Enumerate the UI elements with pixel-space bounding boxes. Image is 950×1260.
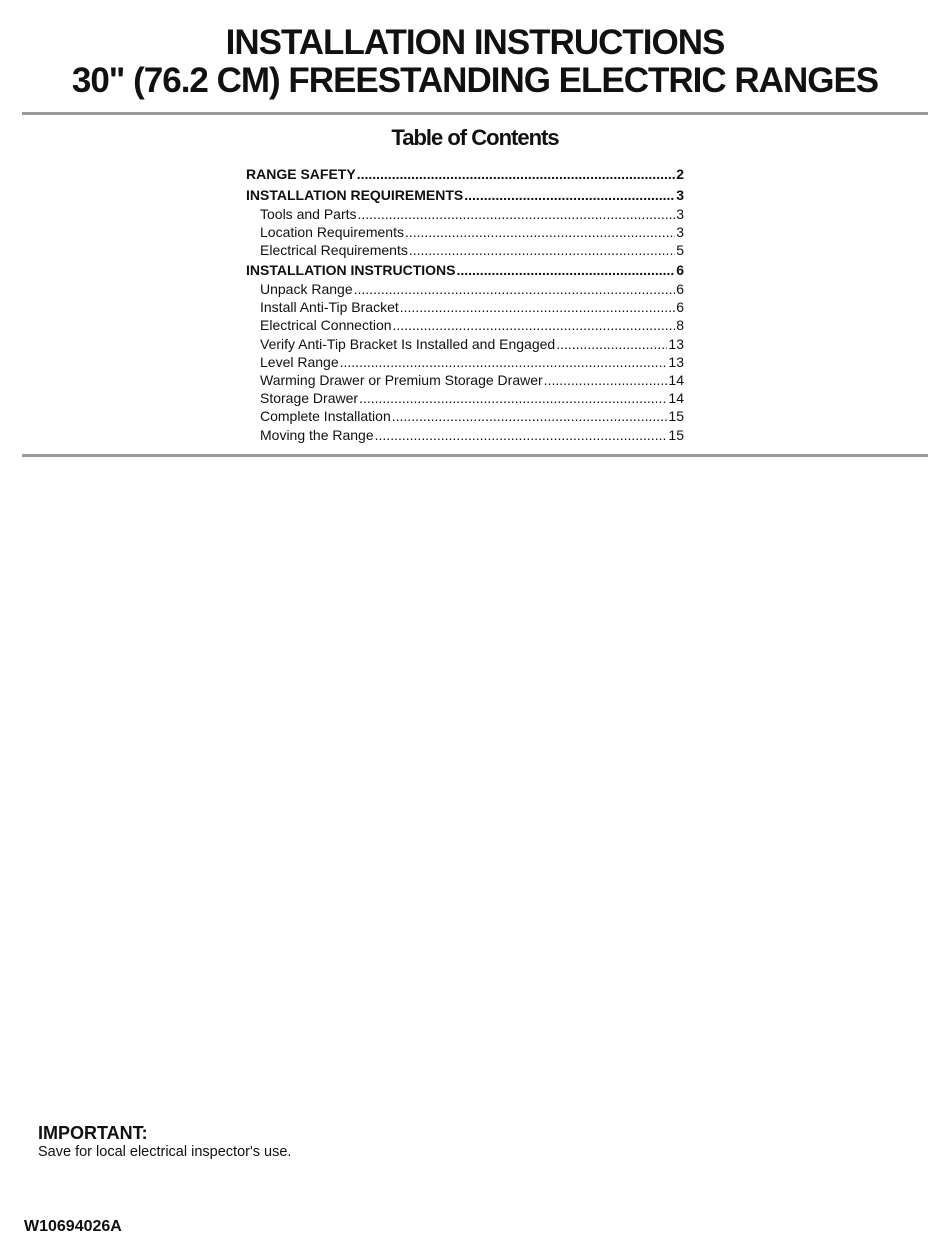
toc-entry-label: RANGE SAFETY xyxy=(246,166,356,182)
toc-entry-page: 5 xyxy=(676,242,684,259)
toc-entry-page: 6 xyxy=(676,299,684,316)
toc-entry-label: INSTALLATION REQUIREMENTS xyxy=(246,186,464,203)
toc-entry[interactable] xyxy=(246,241,684,259)
toc-leader-dots xyxy=(392,407,668,425)
toc-entry-label: Level Range xyxy=(260,353,339,370)
toc-leader-dots xyxy=(357,164,676,185)
toc-entry[interactable] xyxy=(246,353,684,371)
important-text: Save for local electrical inspector's use. xyxy=(38,1144,292,1160)
toc-leader-dots xyxy=(354,280,676,298)
toc-leader-dots xyxy=(375,426,668,444)
toc-entry[interactable] xyxy=(246,426,684,444)
toc-leader-dots xyxy=(544,371,668,389)
toc-leader-dots xyxy=(400,298,675,316)
toc-entry-label: Storage Drawer xyxy=(260,390,359,407)
page-title-line-2: 30" (76.2 CM) FREESTANDING ELECTRIC RANGES xyxy=(71,61,879,100)
toc-leader-dots xyxy=(464,185,675,206)
toc-entry-page: 3 xyxy=(676,206,684,222)
toc-entry-label: Electrical Requirements xyxy=(260,242,408,259)
toc-entry-label: INSTALLATION INSTRUCTIONS xyxy=(246,261,456,278)
toc-leader-dots xyxy=(393,316,676,334)
page-title-line-1: INSTALLATION INSTRUCTIONS xyxy=(225,23,725,62)
toc-entry-label: Warming Drawer or Premium Storage Drawer xyxy=(260,372,543,388)
toc-leader-dots xyxy=(359,389,667,407)
toc-leader-dots xyxy=(556,335,667,353)
toc-entry-label: Location Requirements xyxy=(260,224,404,241)
toc-entry-label: Complete Installation xyxy=(260,408,391,425)
toc-entry[interactable] xyxy=(246,298,684,316)
toc-leader-dots xyxy=(340,353,668,371)
important-label: IMPORTANT: xyxy=(38,1123,148,1143)
document-number: W10694026A xyxy=(24,1218,122,1235)
toc-entry[interactable] xyxy=(246,280,684,298)
toc-entry-label: Moving the Range xyxy=(260,426,374,443)
toc-entry-page: 3 xyxy=(676,224,684,241)
toc-entry-page: 13 xyxy=(668,353,684,370)
toc-entry-page: 6 xyxy=(676,281,684,298)
toc-entry-page: 13 xyxy=(668,335,684,352)
top-divider xyxy=(22,112,928,115)
toc-entry-page: 3 xyxy=(676,186,684,203)
toc-leader-dots xyxy=(456,260,675,281)
toc-entry-label: Verify Anti-Tip Bracket Is Installed and Engaged xyxy=(260,335,556,352)
toc-entry[interactable] xyxy=(246,223,684,241)
toc-entry[interactable] xyxy=(246,335,684,353)
toc-entry[interactable] xyxy=(246,185,684,206)
toc-entry-page: 14 xyxy=(668,390,684,407)
bottom-divider xyxy=(22,454,928,457)
toc-entry[interactable] xyxy=(246,260,684,281)
toc-entry-page: 15 xyxy=(668,426,684,443)
toc-entry-label: Tools and Parts xyxy=(260,206,357,222)
table-of-contents xyxy=(246,164,684,444)
toc-entry[interactable] xyxy=(246,389,684,407)
toc-entry-page: 15 xyxy=(668,408,684,425)
toc-leader-dots xyxy=(405,223,675,241)
toc-leader-dots xyxy=(358,205,676,223)
toc-entry-page: 2 xyxy=(676,166,684,182)
toc-heading: Table of Contents xyxy=(391,125,559,150)
toc-entry-page: 8 xyxy=(676,317,684,334)
toc-entry[interactable] xyxy=(246,407,684,425)
toc-entry[interactable] xyxy=(246,371,684,389)
toc-entry[interactable] xyxy=(246,205,684,223)
toc-entry-label: Install Anti-Tip Bracket xyxy=(260,299,399,316)
toc-entry[interactable] xyxy=(246,316,684,334)
toc-leader-dots xyxy=(409,241,675,259)
toc-entry-page: 6 xyxy=(676,261,684,278)
toc-entry-label: Electrical Connection xyxy=(260,317,392,334)
toc-entry[interactable] xyxy=(246,164,684,185)
toc-entry-page: 14 xyxy=(668,372,684,388)
toc-entry-label: Unpack Range xyxy=(260,281,353,298)
